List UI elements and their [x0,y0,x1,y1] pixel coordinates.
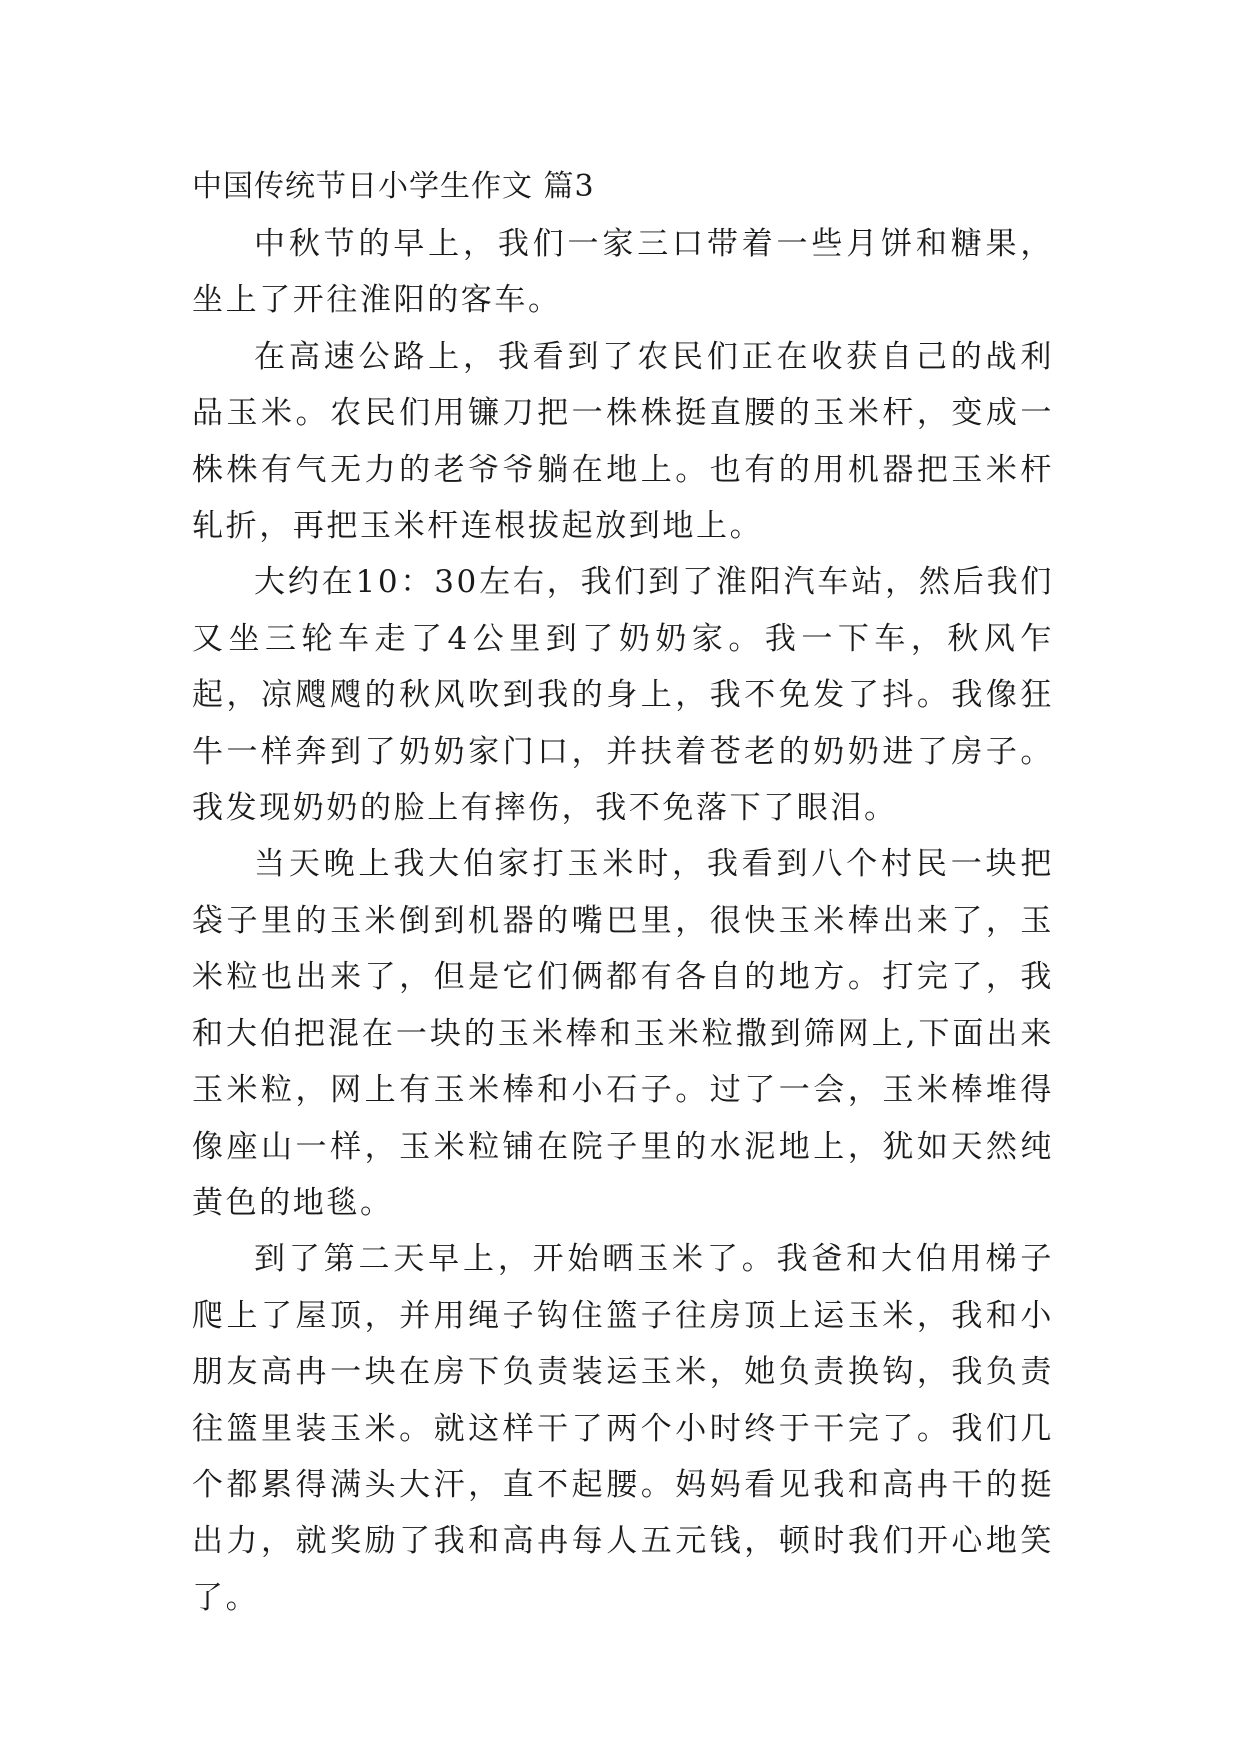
paragraph-2: 在高速公路上，我看到了农民们正在收获自己的战利品玉米。农民们用镰刀把一株株挺直腰的玉米杆，变成一株株有气无力的老爷爷躺在地上。也有的用机器把玉米杆轧折，再把玉米杆连根拔起放到地上。 [192,338,1054,545]
paragraph-1: 中秋节的早上，我们一家三口带着一些月饼和糖果，坐上了开往淮阳的客车。 [192,226,1054,319]
document-title: 中国传统节日小学生作文 篇3 [192,169,595,204]
paragraph-4: 当天晚上我大伯家打玉米时，我看到八个村民一块把袋子里的玉米倒到机器的嘴巴里，很快玉米棒出来了，玉米粒也出来了，但是它们俩都有各自的地方。打完了，我和大伯把混在一块的玉米棒和玉米粒撒到筛网上,下面出来玉米粒，网上有玉米棒和小石子。过了一会，玉米棒堆得像座山一样，玉米粒铺在院子里的水泥地上，犹如天然纯黄色的地毯。 [192,846,1054,1221]
paragraph-5: 到了第二天早上，开始晒玉米了。我爸和大伯用梯子爬上了屋顶，并用绳子钩住篮子往房顶上运玉米，我和小朋友高冉一块在房下负责装运玉米，她负责换钩，我负责往篮里装玉米。就这样干了两个小时终于干完了。我们几个都累得满头大汗，直不起腰。妈妈看见我和高冉干的挺出力，就奖励了我和高冉每人五元钱，顿时我们开心地笑了。 [192,1241,1054,1616]
paragraph-3: 大约在10：30左右，我们到了淮阳汽车站，然后我们又坐三轮车走了4公里到了奶奶家。我一下车，秋风乍起，凉飕飕的秋风吹到我的身上，我不免发了抖。我像狂牛一样奔到了奶奶家门口，并扶着苍老的奶奶进了房子。我发现奶奶的脸上有摔伤，我不免落下了眼泪。 [192,564,1054,827]
document-body [192,158,1054,1626]
